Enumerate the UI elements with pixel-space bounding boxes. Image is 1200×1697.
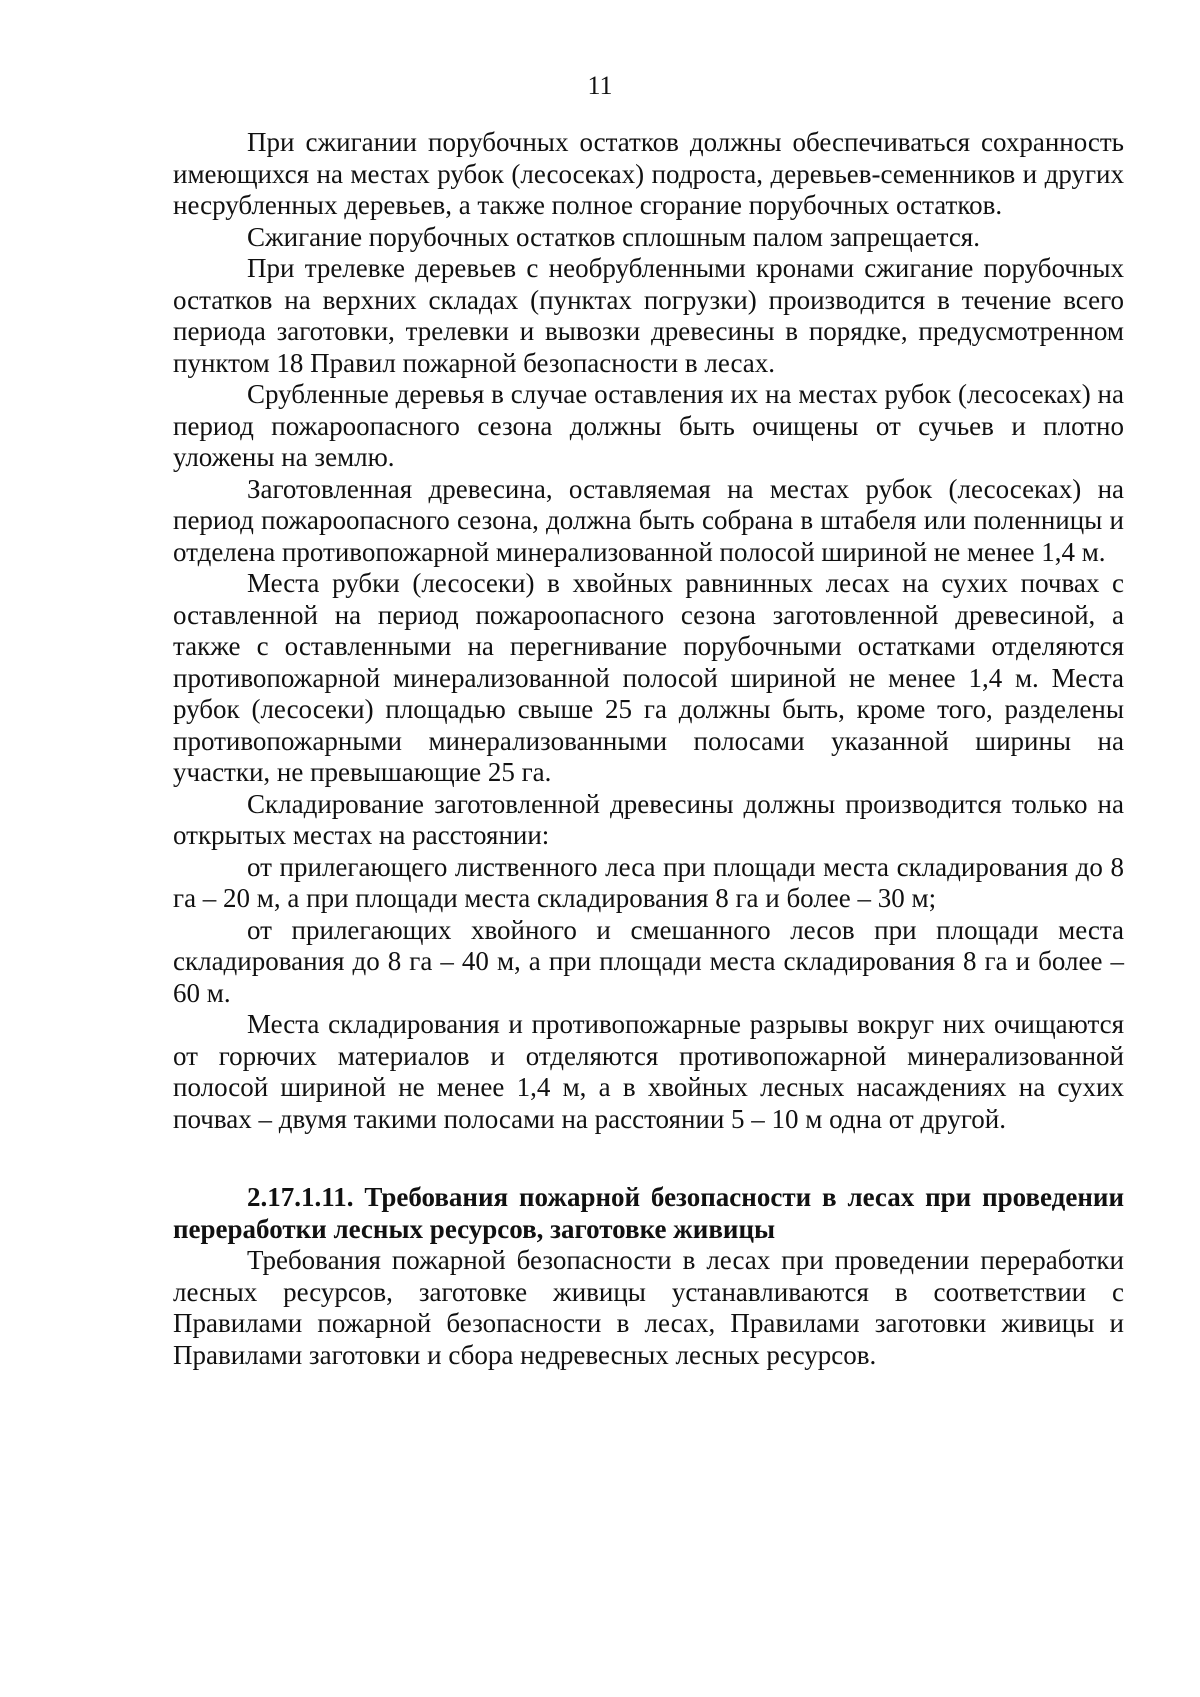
body-paragraph: Места складирования и противопожарные разрывы вокруг них очищаются от горючих материалов и отделяются противопожарной минерализованной полосой шириной не менее 1,4 м, а в хвойных лесных насаждениях на сухих почвах – двумя такими полосами на расстоянии 5 – 10 м одна от другой. xyxy=(173,1009,1124,1134)
section-heading: 2.17.1.11. Требования пожарной безопасности в лесах при проведении переработки лесных ресурсов, заготовке живицы xyxy=(173,1182,1124,1244)
page-content xyxy=(173,127,1124,1371)
body-paragraph: Срубленные деревья в случае оставления их на местах рубок (лесосеках) на период пожароопасного сезона должны быть очищены от сучьев и плотно уложены на землю. xyxy=(173,379,1124,472)
page-number: 11 xyxy=(587,71,613,100)
body-paragraph: от прилегающих хвойного и смешанного лесов при площади места складирования до 8 га – 40 м, а при площади места складирования 8 га и более – 60 м. xyxy=(173,914,1124,1008)
body-paragraph: от прилегающего лиственного леса при площади места складирования до 8 га – 20 м, а при площади места складирования 8 га и более – 30 м; xyxy=(173,851,1124,913)
body-paragraph: При сжигании порубочных остатков должны обеспечиваться сохранность имеющихся на местах рубок (лесосеках) подроста, деревьев-семенников и других несрубленных деревьев, а также полное сгорание порубочных остатков. xyxy=(173,127,1124,220)
body-paragraph: При трелевке деревьев с необрубленными кронами сжигание порубочных остатков на верхних складах (пунктах погрузки) производится в течение всего периода заготовки, трелевки и вывозки древесины в порядке, предусмотренном пунктом 18 Правил пожарной безопасности в лесах. xyxy=(173,253,1124,378)
body-paragraph: Сжигание порубочных остатков сплошным палом запрещается. xyxy=(247,221,980,252)
section-paragraph: Требования пожарной безопасности в лесах при проведении переработки лесных ресурсов, заготовке живицы устанавливаются в соответствии с Правилами пожарной безопасности в лесах, Правилами заготовки живицы и Правилами заготовки и сбора недревесных лесных ресурсов. xyxy=(173,1245,1124,1370)
body-paragraph: Складирование заготовленной древесины должны производится только на открытых местах на расстоянии: xyxy=(173,788,1124,850)
body-paragraph: Места рубки (лесосеки) в хвойных равнинных лесах на сухих почвах с оставленной на период пожароопасного сезона заготовленной древесиной, а также с оставленными на перегнивание порубочными остатками отделяются противопожарной минерализованной полосой шириной не менее 1,4 м. Места рубок (лесосеки) площадью свыше 25 га должны быть, кроме того, разделены противопожарными минерализованными полосами указанной ширины на участки, не превышающие 25 га. xyxy=(173,568,1124,787)
body-paragraph: Заготовленная древесина, оставляемая на местах рубок (лесосеках) на период пожароопасного сезона, должна быть собрана в штабеля или поленницы и отделена противопожарной минерализованной полосой шириной не менее 1,4 м. xyxy=(173,473,1124,567)
